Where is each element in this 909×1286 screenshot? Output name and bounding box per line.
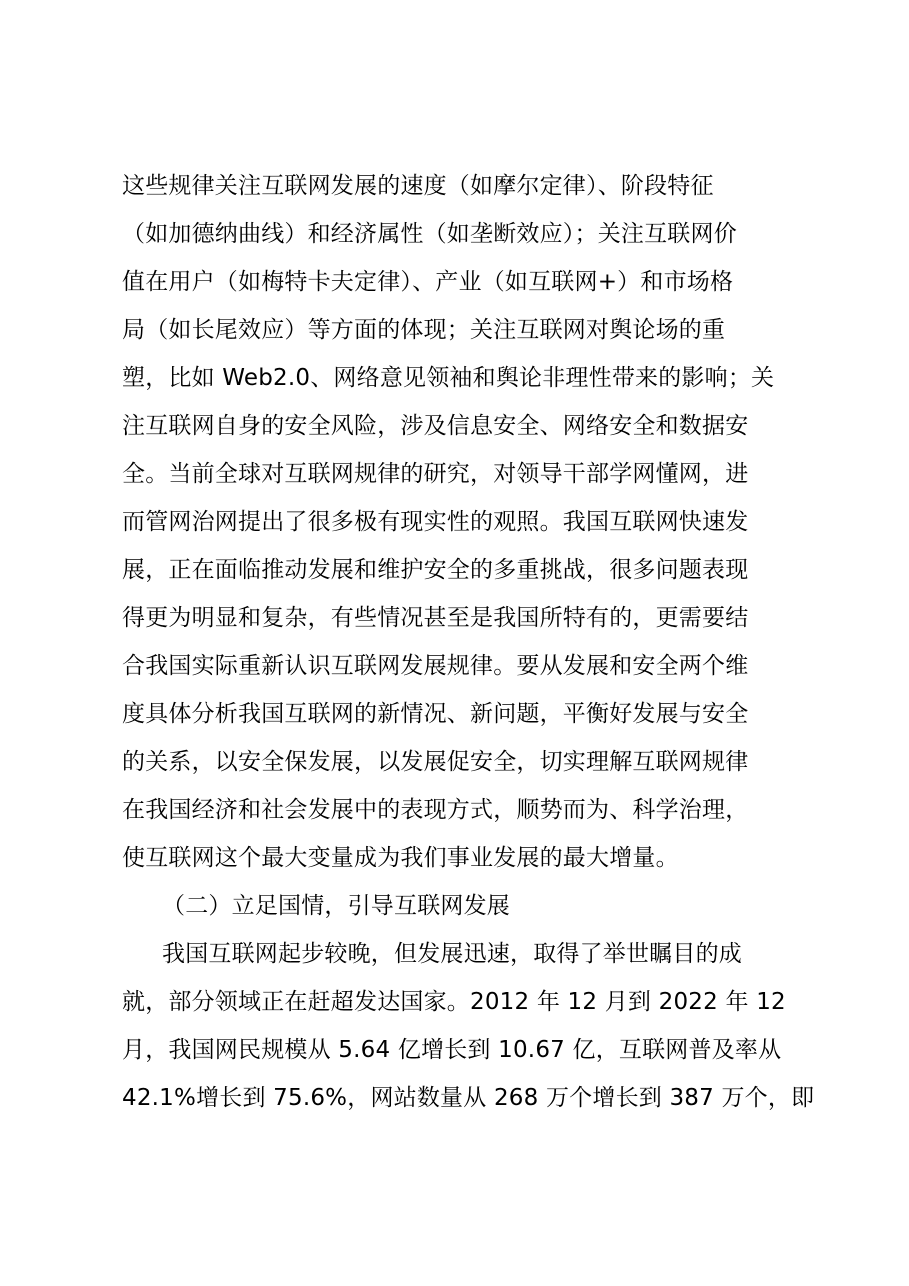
paragraph-line: 合我国实际重新认识互联网发展规律。要从发展和安全两个维	[122, 653, 749, 679]
paragraph-line: 在我国经济和社会发展中的表现方式，顺势而为、科学治理，	[122, 797, 749, 823]
paragraph-line: 局（如长尾效应）等方面的体现；关注互联网对舆论场的重	[122, 317, 726, 343]
paragraph-line: 度具体分析我国互联网的新情况、新问题，平衡好发展与安全	[122, 701, 749, 727]
document-body	[122, 162, 815, 1122]
paragraph-line: 42.1%增长到 75.6%，网站数量从 268 万个增长到 387 万个，即	[122, 1085, 815, 1111]
paragraph-line: 得更为明显和复杂，有些情况甚至是我国所特有的，更需要结	[122, 605, 749, 631]
paragraph-line: 值在用户（如梅特卡夫定律）、产业（如互联网+）和市场格	[122, 269, 734, 295]
paragraph-line: 我国互联网起步较晚，但发展迅速，取得了举世瞩目的成	[162, 941, 742, 967]
paragraph-line: 全。当前全球对互联网规律的研究，对领导干部学网懂网，进	[122, 461, 749, 487]
paragraph-line: 使互联网这个最大变量成为我们事业发展的最大增量。	[122, 845, 679, 871]
paragraph-line: （如加德纳曲线）和经济属性（如垄断效应）；关注互联网价	[122, 221, 737, 247]
paragraph-line: 这些规律关注互联网发展的速度（如摩尔定律）、阶段特征	[122, 173, 714, 199]
paragraph-line: 注互联网自身的安全风险，涉及信息安全、网络安全和数据安	[122, 413, 749, 439]
paragraph-line: 展，正在面临推动发展和维护安全的多重挑战，很多问题表现	[122, 557, 749, 583]
paragraph-line: 就，部分领域正在赶超发达国家。2012 年 12 月到 2022 年 12	[122, 989, 786, 1015]
paragraph-line: 的关系，以安全保发展，以发展促安全，切实理解互联网规律	[122, 749, 749, 775]
paragraph-line: 而管网治网提出了很多极有现实性的观照。我国互联网快速发	[122, 509, 749, 535]
section-heading: （二）立足国情，引导互联网发展	[162, 893, 510, 919]
paragraph-line: 月，我国网民规模从 5.64 亿增长到 10.67 亿，互联网普及率从	[122, 1037, 782, 1063]
paragraph-line: 塑，比如 Web2.0、网络意见领袖和舆论非理性带来的影响；关	[122, 365, 775, 391]
